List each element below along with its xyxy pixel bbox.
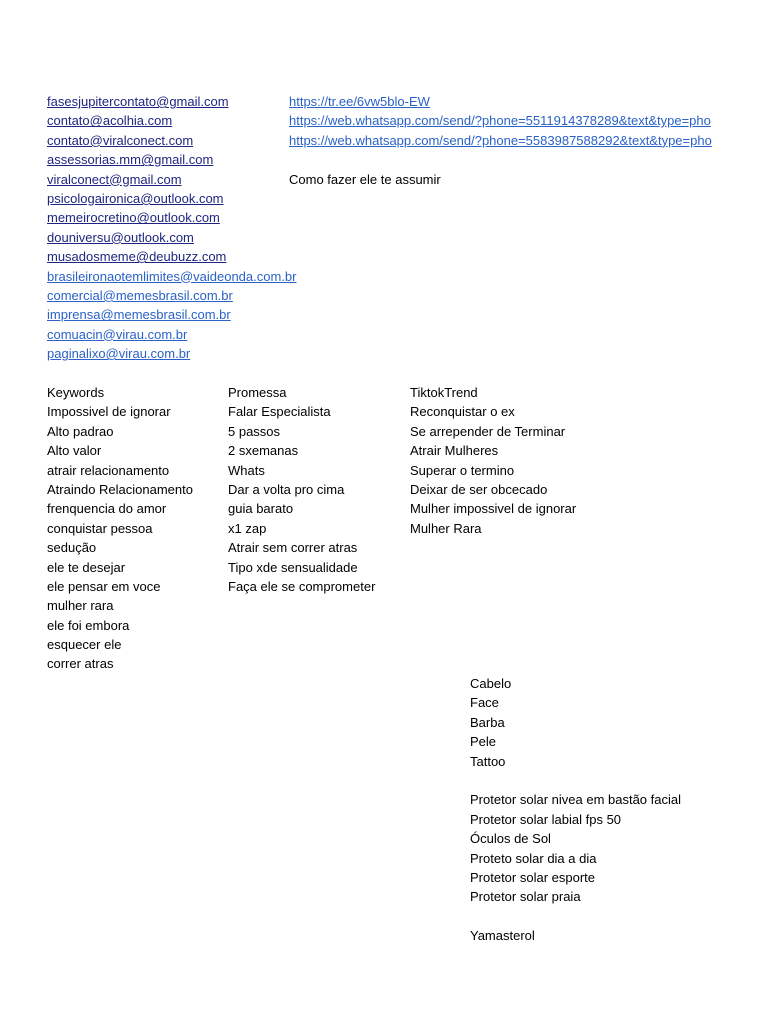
keyword-item: Alto padrao	[47, 423, 114, 439]
email-link[interactable]: assessorias.mm@gmail.com	[47, 152, 214, 168]
care-item: Barba	[470, 714, 505, 730]
care-item: Yamasterol	[470, 928, 535, 944]
spacer	[470, 771, 681, 790]
url-list	[289, 92, 712, 189]
care-item: Tattoo	[470, 753, 506, 769]
care-item: Protetor solar praia	[470, 889, 581, 905]
trend-item: Superar o termino	[410, 462, 515, 478]
care-item: Pele	[470, 734, 497, 750]
email-link[interactable]: brasileironaotemlimites@vaideonda.com.br	[47, 268, 297, 284]
trend-item: Mulher Rara	[410, 520, 482, 536]
email-link[interactable]: comuacin@virau.com.br	[47, 326, 188, 342]
email-link[interactable]: fasesjupitercontato@gmail.com	[47, 94, 229, 109]
promessa-item: Whats	[228, 462, 265, 478]
email-list	[47, 92, 296, 363]
promessa-item: 5 passos	[228, 423, 281, 439]
keyword-item: Alto valor	[47, 443, 102, 459]
email-link[interactable]: memeirocretino@outlook.com	[47, 210, 220, 226]
column-header: Promessa	[228, 385, 287, 400]
keyword-item: conquistar pessoa	[47, 520, 153, 536]
url-link[interactable]: https://web.whatsapp.com/send/?phone=5511914378289&text&type=pho	[289, 113, 711, 129]
trend-item: Reconquistar o ex	[410, 404, 515, 420]
care-item: Face	[470, 695, 499, 711]
email-link[interactable]: imprensa@memesbrasil.com.br	[47, 307, 231, 323]
keyword-item: ele pensar em voce	[47, 578, 161, 594]
url-link[interactable]: https://web.whatsapp.com/send/?phone=5583987588292&text&type=pho	[289, 132, 712, 148]
care-item: Protetor solar nivea em bastão facial	[470, 792, 681, 808]
keyword-item: Impossivel de ignorar	[47, 404, 171, 420]
column-header: TiktokTrend	[410, 385, 478, 400]
keyword-item: Atraindo Relacionamento	[47, 481, 193, 497]
keyword-item: ele te desejar	[47, 559, 126, 575]
care-item: Óculos de Sol	[470, 831, 551, 847]
note-text: Como fazer ele te assumir	[289, 171, 441, 187]
promessa-item: Faça ele se comprometer	[228, 578, 376, 594]
care-item: Protetor solar esporte	[470, 869, 596, 885]
keyword-item: correr atras	[47, 656, 114, 672]
column-header: Keywords	[47, 385, 105, 400]
promessa-column	[228, 383, 375, 596]
spacer	[470, 907, 681, 926]
promessa-item: guia barato	[228, 501, 294, 517]
keyword-item: frenquencia do amor	[47, 501, 167, 517]
promessa-item: 2 sxemanas	[228, 443, 299, 459]
email-link[interactable]: psicologaironica@outlook.com	[47, 190, 224, 206]
email-link[interactable]: viralconect@gmail.com	[47, 171, 182, 187]
keyword-item: sedução	[47, 540, 97, 556]
care-item: Proteto solar dia a dia	[470, 850, 597, 866]
promessa-item: Tipo xde sensualidade	[228, 559, 358, 575]
url-link[interactable]: https://tr.ee/6vw5blo-EW	[289, 94, 430, 109]
care-list	[470, 674, 681, 945]
email-link[interactable]: douniversu@outlook.com	[47, 229, 194, 245]
email-link[interactable]: comercial@memesbrasil.com.br	[47, 287, 233, 303]
trend-item: Mulher impossivel de ignorar	[410, 501, 577, 517]
email-link[interactable]: musadosmeme@deubuzz.com	[47, 249, 227, 265]
email-link[interactable]: contato@acolhia.com	[47, 113, 173, 129]
promessa-item: Atrair sem correr atras	[228, 540, 358, 556]
keywords-column	[47, 383, 193, 674]
email-link[interactable]: contato@viralconect.com	[47, 132, 194, 148]
promessa-item: x1 zap	[228, 520, 267, 536]
promessa-item: Falar Especialista	[228, 404, 331, 420]
trend-item: Deixar de ser obcecado	[410, 481, 548, 497]
keyword-item: ele foi embora	[47, 617, 130, 633]
care-item: Protetor solar labial fps 50	[470, 811, 622, 827]
keyword-item: mulher rara	[47, 598, 114, 614]
trend-item: Se arrepender de Terminar	[410, 423, 566, 439]
trend-item: Atrair Mulheres	[410, 443, 499, 459]
spacer	[289, 150, 712, 169]
email-link[interactable]: paginalixo@virau.com.br	[47, 346, 191, 362]
keyword-item: esquecer ele	[47, 637, 122, 653]
care-item: Cabelo	[470, 676, 512, 691]
tiktoktrend-column	[410, 383, 576, 538]
promessa-item: Dar a volta pro cima	[228, 481, 345, 497]
keyword-item: atrair relacionamento	[47, 462, 170, 478]
